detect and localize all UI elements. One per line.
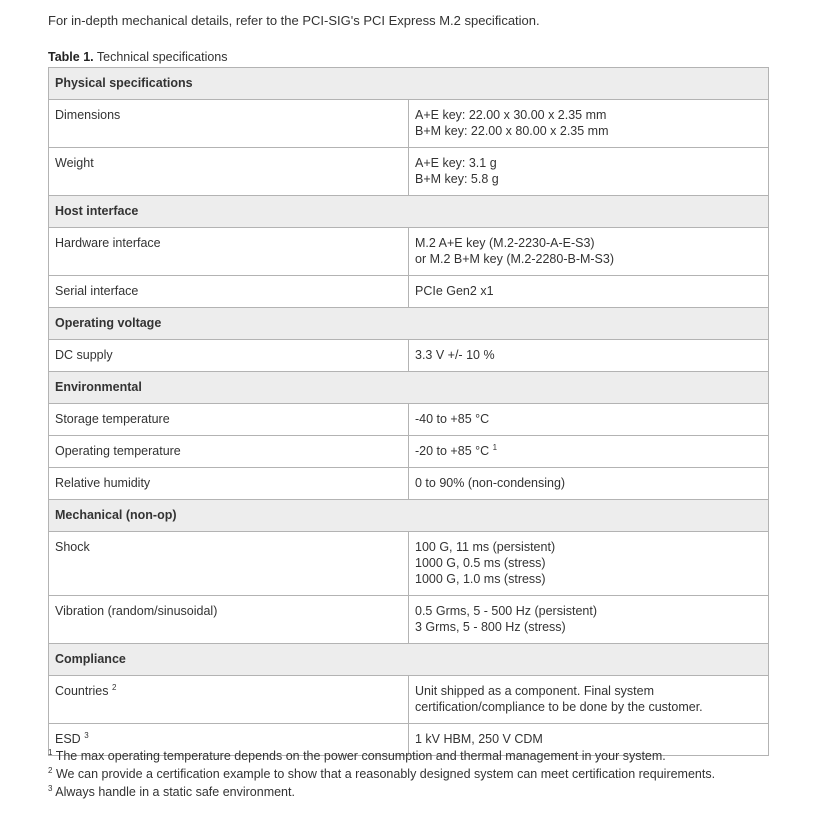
- footnote-mark: 1: [48, 747, 53, 757]
- spec-value: A+E key: 3.1 g: [415, 156, 497, 170]
- spec-value-line: [415, 171, 762, 187]
- spec-value: 0 to 90% (non-condensing): [415, 476, 566, 490]
- table-row: [49, 676, 769, 724]
- table-row: [49, 340, 769, 372]
- spec-value: 1000 G, 0.5 ms (stress): [415, 556, 546, 570]
- spec-value-cell: [409, 276, 769, 308]
- section-title: Operating voltage: [49, 308, 769, 340]
- spec-label-cell: [49, 340, 409, 372]
- spec-value: or M.2 B+M key (M.2-2280-B-M-S3): [415, 252, 615, 266]
- spec-value-line: [415, 347, 762, 363]
- spec-label: Operating temperature: [55, 444, 181, 458]
- spec-value-line: [415, 283, 762, 299]
- footnotes: [48, 747, 715, 801]
- footnote-marker: 3: [84, 730, 89, 740]
- spec-table: [48, 67, 769, 756]
- table-row: [49, 436, 769, 468]
- spec-value-line: [415, 235, 762, 251]
- spec-value-cell: [409, 228, 769, 276]
- spec-value: M.2 A+E key (M.2-2230-A-E-S3): [415, 236, 595, 250]
- footnote-text: Always handle in a static safe environment.: [55, 785, 295, 799]
- section-title: Mechanical (non-op): [49, 500, 769, 532]
- spec-value-cell: [409, 340, 769, 372]
- spec-label: ESD: [55, 732, 81, 746]
- section-title: Physical specifications: [49, 68, 769, 100]
- spec-value-line: [415, 107, 762, 123]
- spec-label: Vibration (random/sinusoidal): [55, 604, 218, 618]
- footnote-mark: 3: [48, 783, 53, 793]
- spec-value-cell: [409, 148, 769, 196]
- section-title: Environmental: [49, 372, 769, 404]
- table-row: [49, 100, 769, 148]
- spec-label: Dimensions: [55, 108, 121, 122]
- spec-label-cell: [49, 228, 409, 276]
- spec-label-cell: [49, 148, 409, 196]
- spec-label: Serial interface: [55, 284, 139, 298]
- spec-value-line: [415, 251, 762, 267]
- spec-value-line: [415, 731, 762, 747]
- footnote-text: We can provide a certification example to show that a reasonably designed system can meet certification requirements.: [55, 767, 716, 781]
- spec-value-cell: [409, 436, 769, 468]
- table-caption-label: Table 1.: [48, 50, 94, 64]
- footnote-marker: 2: [111, 682, 117, 692]
- spec-value: 1 kV HBM, 250 V CDM: [415, 732, 543, 746]
- table-row: [49, 148, 769, 196]
- footnote: [48, 747, 715, 765]
- spec-value: B+M key: 22.00 x 80.00 x 2.35 mm: [415, 124, 609, 138]
- spec-value: -20 to +85 °C: [415, 444, 490, 458]
- section-header-row: [49, 308, 769, 340]
- section-header-row: [49, 68, 769, 100]
- spec-value: B+M key: 5.8 g: [415, 172, 499, 186]
- footnote-text: The max operating temperature depends on the power consumption and thermal management in your system.: [55, 749, 666, 763]
- spec-value: 3.3 V +/- 10 %: [415, 348, 495, 362]
- section-title: Host interface: [49, 196, 769, 228]
- section-header-row: [49, 196, 769, 228]
- footnote-mark: 2: [48, 765, 53, 775]
- spec-label: Storage temperature: [55, 412, 170, 426]
- spec-label: Relative humidity: [55, 476, 151, 490]
- section-title: Compliance: [49, 644, 769, 676]
- intro-text: For in-depth mechanical details, refer to the PCI-SIG's PCI Express M.2 specification.: [48, 13, 540, 28]
- spec-value-line: [415, 683, 762, 715]
- spec-value-line: [415, 443, 762, 459]
- spec-table-body: [49, 68, 769, 756]
- spec-label-cell: [49, 596, 409, 644]
- spec-label-cell: [49, 276, 409, 308]
- spec-label-cell: [49, 468, 409, 500]
- spec-value-line: [415, 155, 762, 171]
- spec-value: Unit shipped as a component. Final system certification/compliance to be done by the customer.: [415, 684, 703, 714]
- spec-label: Countries: [55, 684, 109, 698]
- footnote-marker: 1: [492, 442, 498, 452]
- spec-value-line: [415, 475, 762, 491]
- spec-value: 0.5 Grms, 5 - 500 Hz (persistent): [415, 604, 598, 618]
- spec-value: 3 Grms, 5 - 800 Hz (stress): [415, 620, 566, 634]
- spec-value-line: [415, 555, 762, 571]
- footnote: [48, 783, 715, 801]
- spec-value: 1000 G, 1.0 ms (stress): [415, 572, 546, 586]
- spec-label: DC supply: [55, 348, 113, 362]
- spec-label: Weight: [55, 156, 94, 170]
- spec-value: -40 to +85 °C: [415, 412, 490, 426]
- section-header-row: [49, 644, 769, 676]
- table-row: [49, 468, 769, 500]
- spec-value-cell: [409, 468, 769, 500]
- spec-label-cell: [49, 532, 409, 596]
- section-header-row: [49, 372, 769, 404]
- table-row: [49, 276, 769, 308]
- spec-value: A+E key: 22.00 x 30.00 x 2.35 mm: [415, 108, 607, 122]
- spec-label: Hardware interface: [55, 236, 161, 250]
- table-row: [49, 228, 769, 276]
- footnote: [48, 765, 715, 783]
- table-caption-title: Technical specifications: [96, 50, 228, 64]
- spec-label-cell: [49, 676, 409, 724]
- table-row: [49, 404, 769, 436]
- spec-value: 100 G, 11 ms (persistent): [415, 540, 556, 554]
- table-row: [49, 532, 769, 596]
- spec-value-line: [415, 603, 762, 619]
- spec-label: Shock: [55, 540, 90, 554]
- table-row: [49, 596, 769, 644]
- spec-value-line: [415, 539, 762, 555]
- spec-value-line: [415, 123, 762, 139]
- spec-label-cell: [49, 436, 409, 468]
- spec-value-line: [415, 571, 762, 587]
- table-caption: [48, 49, 228, 65]
- spec-label-cell: [49, 404, 409, 436]
- spec-value-cell: [409, 100, 769, 148]
- spec-value-cell: [409, 676, 769, 724]
- spec-value-line: [415, 619, 762, 635]
- spec-value-line: [415, 411, 762, 427]
- spec-value: PCIe Gen2 x1: [415, 284, 494, 298]
- spec-label-cell: [49, 100, 409, 148]
- section-header-row: [49, 500, 769, 532]
- spec-value-cell: [409, 532, 769, 596]
- spec-value-cell: [409, 596, 769, 644]
- spec-value-cell: [409, 404, 769, 436]
